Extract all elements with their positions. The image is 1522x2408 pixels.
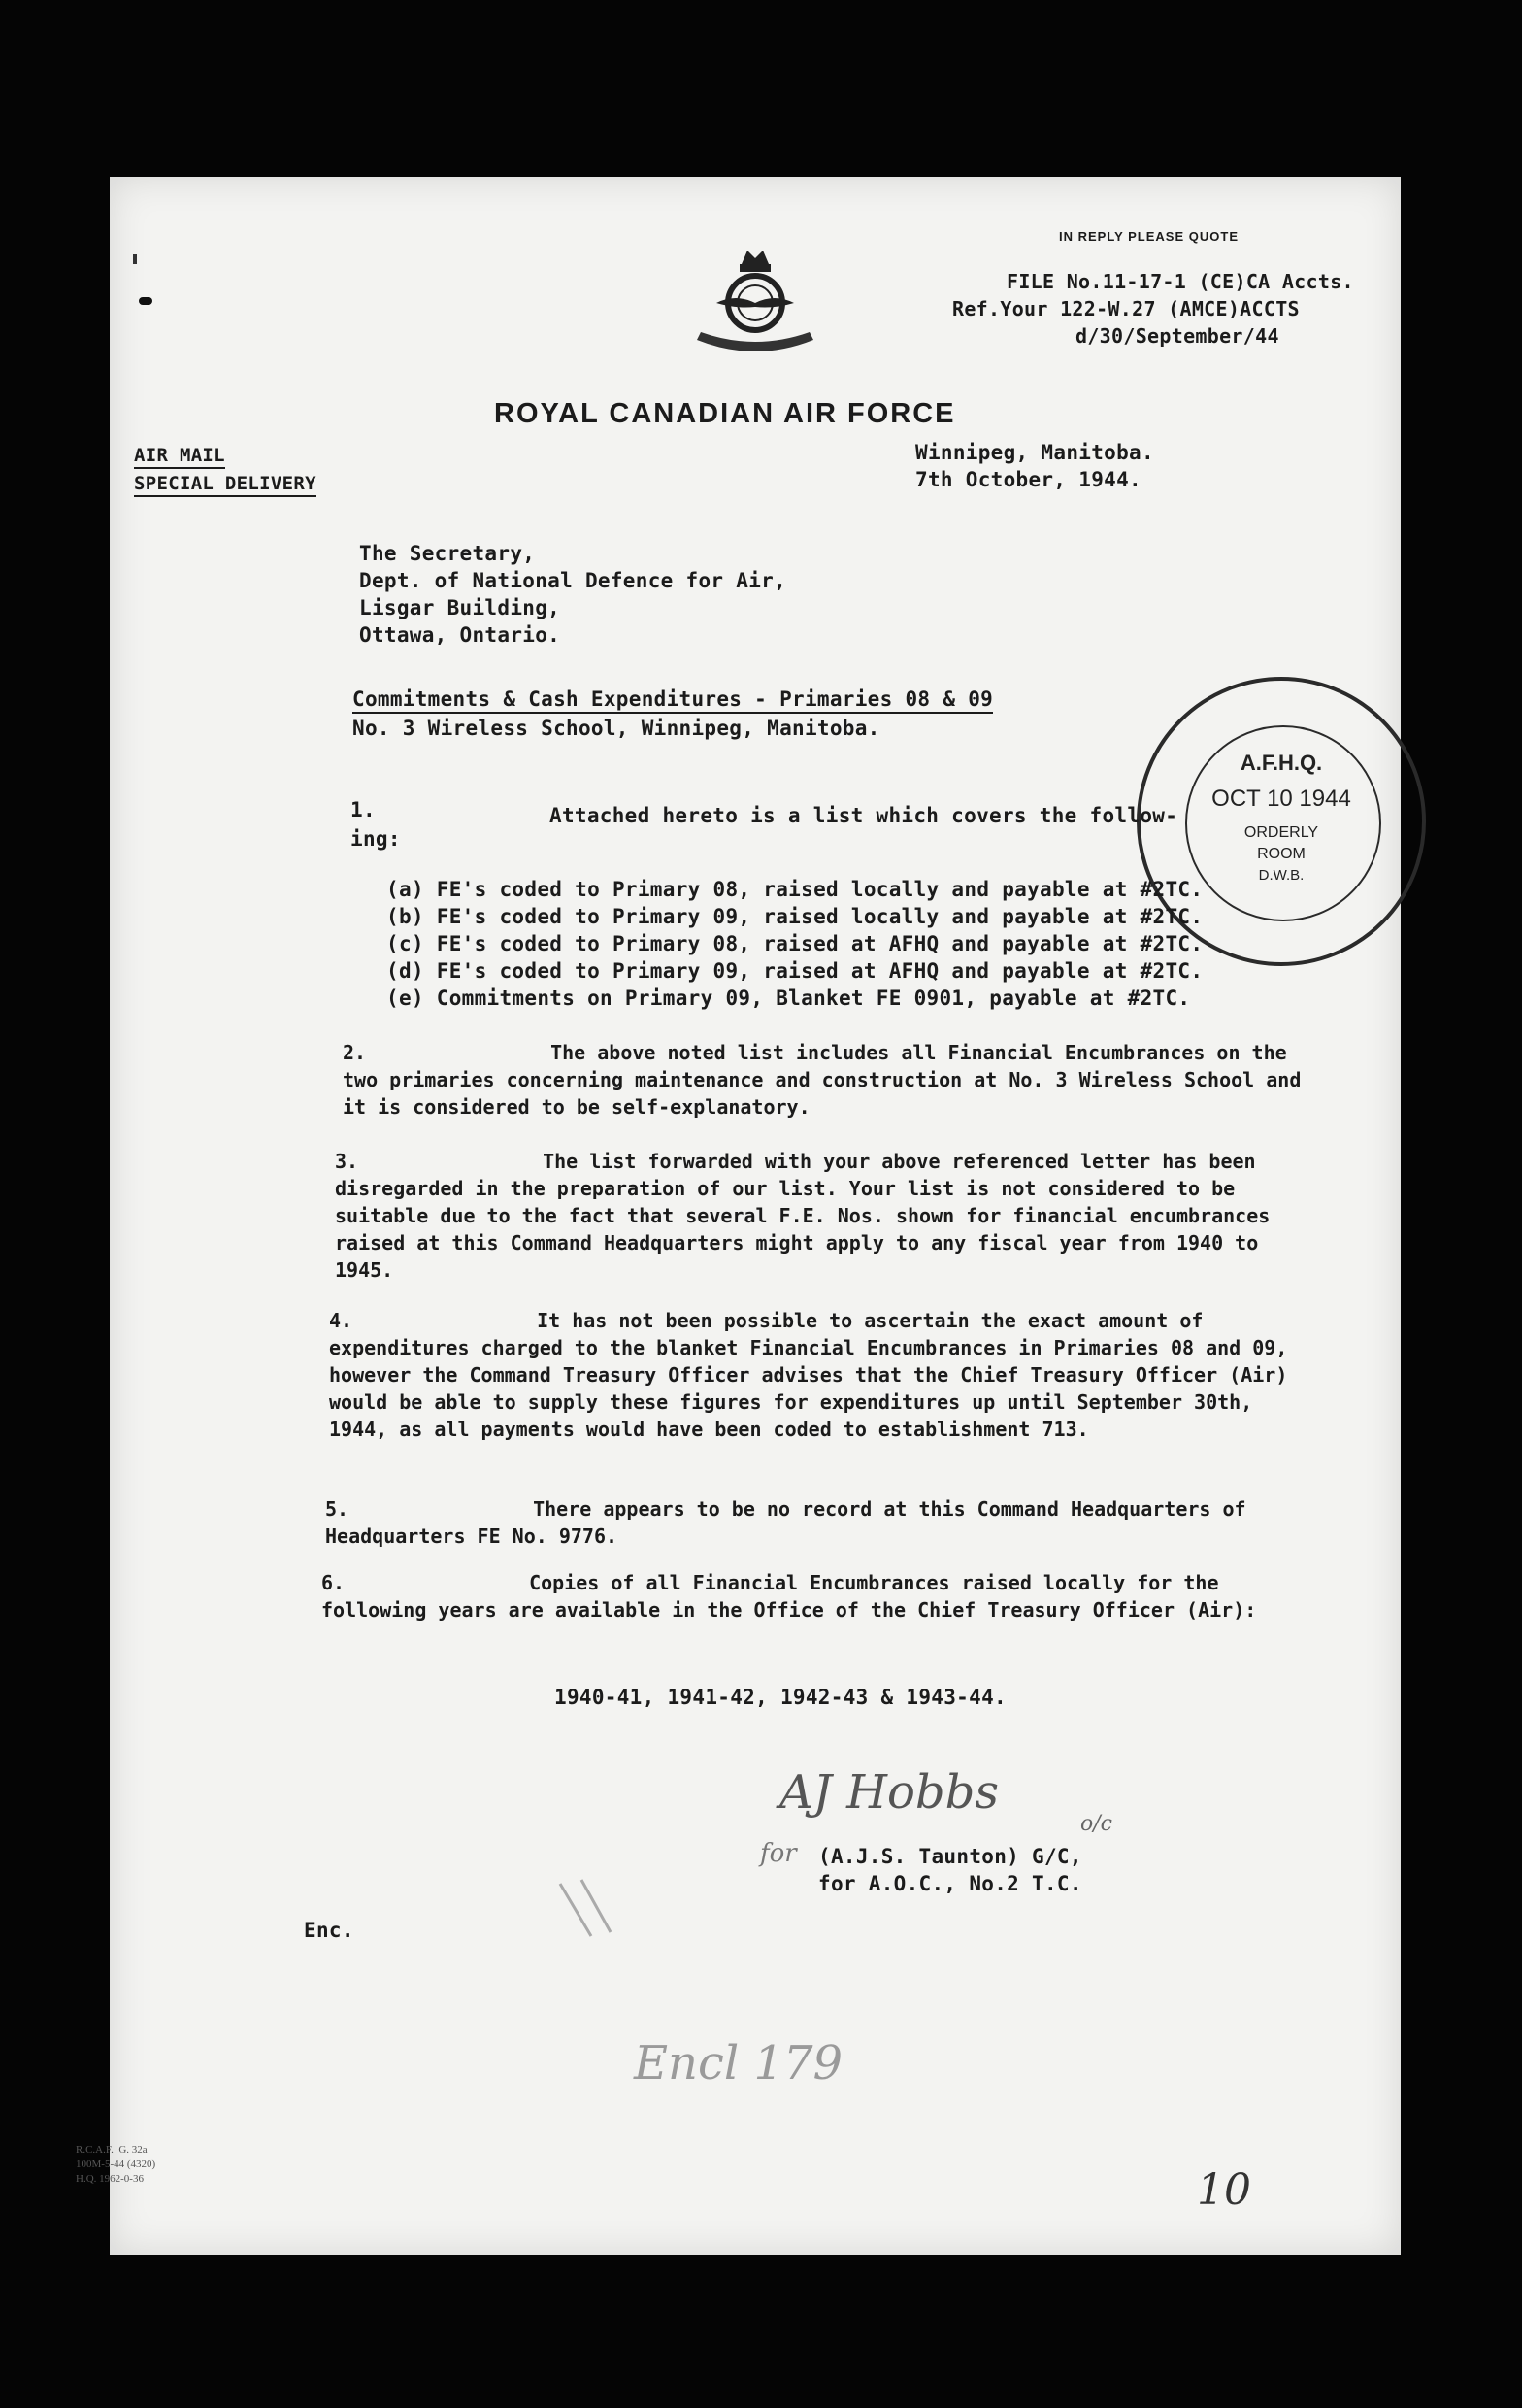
enclosure-label: Enc. — [304, 1919, 354, 1942]
stamp-org: A.F.H.Q. — [1240, 751, 1323, 775]
reference-date: d/30/September/44 — [1075, 324, 1279, 348]
paragraph-5 — [325, 1495, 1335, 1550]
fiscal-years: 1940-41, 1941-42, 1942-43 & 1943-44. — [554, 1686, 1007, 1709]
list-item: (a) FE's coded to Primary 08, raised locally and payable at #2TC. — [386, 878, 1204, 901]
page-number: 10 — [1197, 2165, 1251, 2215]
letter-place: Winnipeg, Manitoba. — [915, 441, 1154, 464]
file-number: FILE No.11-17-1 (CE)CA Accts. — [1007, 270, 1354, 293]
address-line: Lisgar Building, — [359, 596, 561, 619]
form-id-line: R.C.A.F. G. 32a — [76, 2144, 148, 2156]
paragraph-number: 5. — [325, 1497, 349, 1521]
ink-speck — [139, 297, 152, 305]
list-item: (d) FE's coded to Primary 09, raised at AFHQ and payable at #2TC. — [386, 959, 1204, 983]
paragraph-4-text: It has not been possible to ascertain the exact amount of expenditures charged to the blanket Financial Encumbrances in Primaries 08 and 09, however the Command Treasury Officer advises that the Chief Treasury Officer (Air) would be able to supply these figures for expenditures up until September 30th, 1944, as all payments would have been coded to establishment 713. — [329, 1309, 1288, 1441]
signature-prefix: for — [760, 1839, 797, 1868]
stamp-line1: ORDERLY — [1243, 824, 1319, 841]
pencil-annotation: Encl 179 — [634, 2036, 844, 2090]
letter-date: 7th October, 1944. — [915, 468, 1142, 491]
letter-page — [76, 177, 1401, 2255]
paragraph-1-text-cont: ing: — [350, 827, 401, 851]
paragraph-5-text: There appears to be no record at this Command Headquarters of Headquarters FE No. 9776. — [325, 1497, 1246, 1548]
handwritten-signature: AJ Hobbs — [779, 1765, 1000, 1820]
paragraph-6 — [321, 1569, 1331, 1623]
ink-speck — [133, 254, 137, 264]
signatory-name: (A.J.S. Taunton) G/C, — [818, 1845, 1082, 1868]
air-mail-label: AIR MAIL — [134, 445, 225, 469]
paragraph-3-text: The list forwarded with your above referenced letter has been disregarded in the preparation of our list. Your list is not considered to be suitable due to the fact that several F.E. Nos. shown for financial encumbrances raised at this Command Headquarters might apply to any fiscal year from 1940 to 1945. — [335, 1150, 1271, 1282]
address-line: Ottawa, Ontario. — [359, 623, 561, 647]
paragraph-1-text: Attached hereto is a list which covers the follow- — [549, 804, 1178, 827]
paragraph-2 — [343, 1039, 1313, 1120]
stamp-line2: ROOM — [1257, 846, 1306, 862]
signatory-for: for A.O.C., No.2 T.C. — [818, 1872, 1082, 1895]
subject-line-1: Commitments & Cash Expenditures - Primaries 08 & 09 — [352, 687, 993, 714]
paragraph-6-text: Copies of all Financial Encumbrances raised locally for the following years are available in the Office of the Chief Treasury Officer (Air): — [321, 1571, 1257, 1622]
form-id-line: H.Q. 1962-0-36 — [76, 2173, 144, 2185]
paragraph-number: 1. — [350, 798, 376, 821]
list-item: (e) Commitments on Primary 09, Blanket FE 0901, payable at #2TC. — [386, 987, 1191, 1010]
paragraph-4 — [329, 1307, 1319, 1443]
stamp-line3: D.W.B. — [1258, 867, 1305, 884]
list-item: (c) FE's coded to Primary 08, raised at AFHQ and payable at #2TC. — [386, 932, 1204, 955]
pencil-tick-marks — [552, 1876, 630, 1944]
paragraph-number: 2. — [343, 1041, 367, 1064]
organization-title: ROYAL CANADIAN AIR FORCE — [494, 398, 956, 429]
signature-suffix: o/c — [1080, 1812, 1112, 1836]
special-delivery-label: SPECIAL DELIVERY — [134, 473, 316, 497]
list-item: (b) FE's coded to Primary 09, raised locally and payable at #2TC. — [386, 905, 1204, 928]
paragraph-2-text: The above noted list includes all Financial Encumbrances on the two primaries concerning maintenance and construction at No. 3 Wireless School and it is considered to be self-explanatory. — [343, 1041, 1302, 1119]
form-id-line: 100M-5-44 (4320) — [76, 2158, 156, 2170]
paragraph-number: 3. — [335, 1150, 359, 1173]
address-line: Dept. of National Defence for Air, — [359, 569, 787, 592]
stamp-date: OCT 10 1944 — [1211, 786, 1351, 812]
rcaf-crest-icon — [678, 243, 833, 359]
reply-notice: IN REPLY PLEASE QUOTE — [1059, 229, 1239, 244]
address-line: The Secretary, — [359, 542, 536, 565]
subject-line-2: No. 3 Wireless School, Winnipeg, Manitoba. — [352, 717, 880, 740]
paragraph-number: 6. — [321, 1571, 346, 1594]
paragraph-number: 4. — [329, 1309, 353, 1332]
paragraph-3 — [335, 1148, 1315, 1284]
reference: Ref.Your 122-W.27 (AMCE)ACCTS — [952, 297, 1300, 320]
